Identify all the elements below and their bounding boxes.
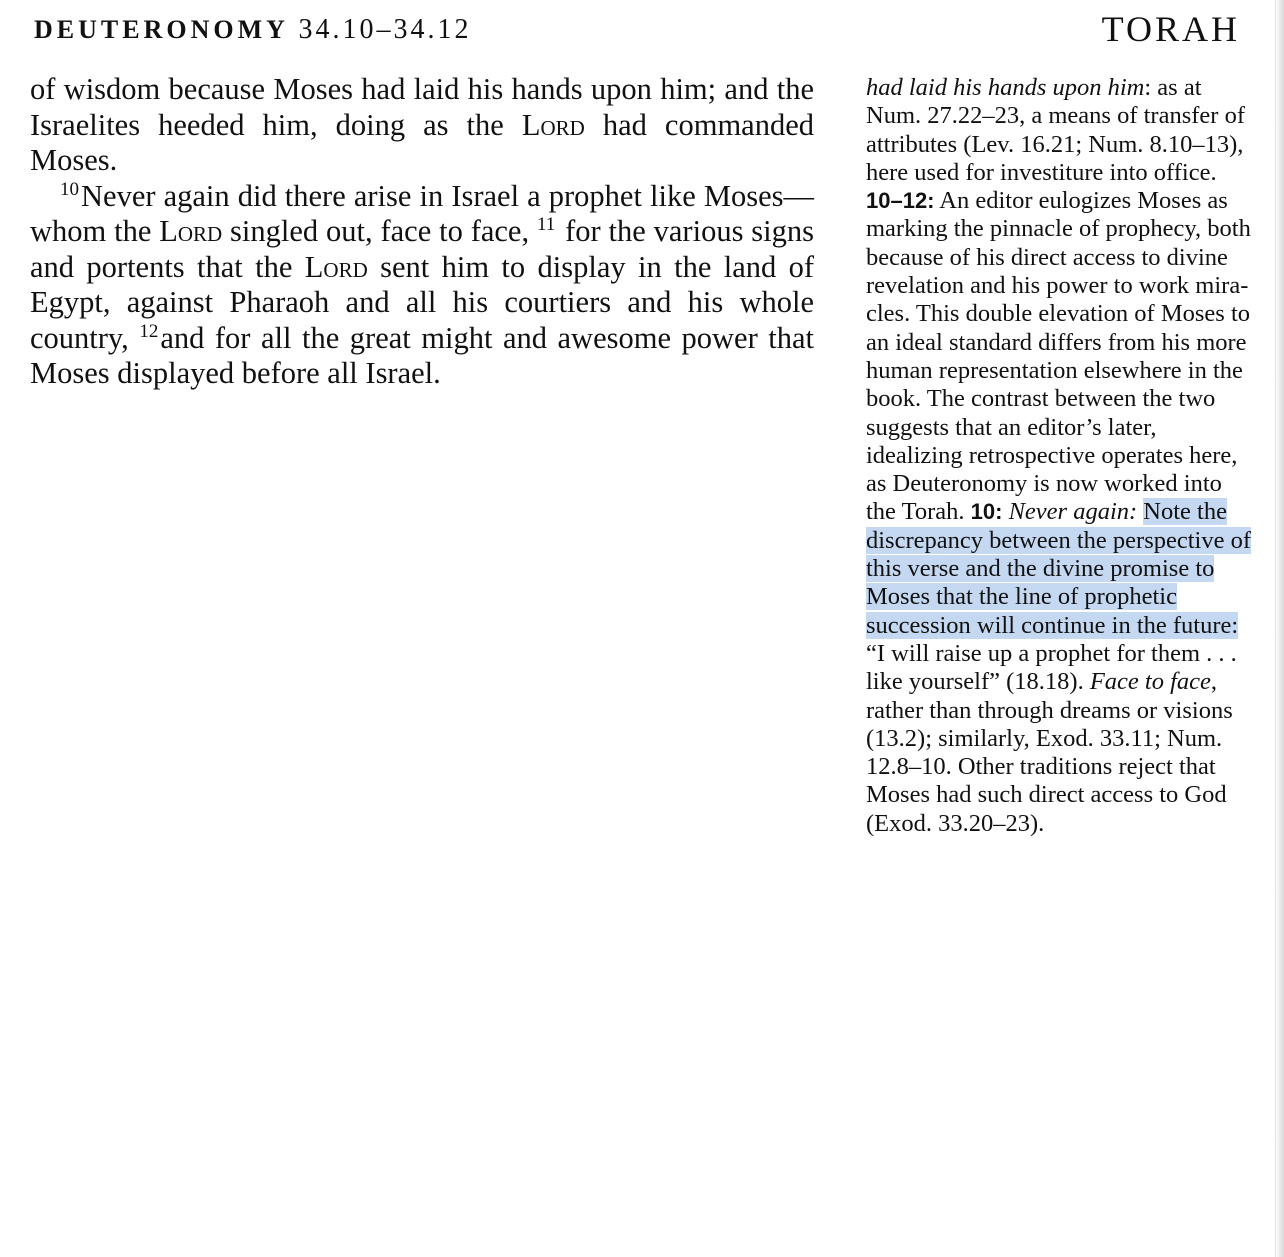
- paragraph-continuation: of wisdom because Moses had laid his hands upon him; and the Israelites heeded him, doing as the Lord had commanded Moses.: [30, 72, 814, 177]
- note-text: , rather than through dreams or visions (13.2); similarly, Exod. 33.11; Num. 12.8–10. Other traditions reject that Moses had such direct access to God (Exod. 33.20–23).: [866, 668, 1233, 837]
- divine-name: Lord: [159, 214, 223, 248]
- paragraph-verses-10-12: [30, 179, 814, 392]
- chapter-verse-reference: 34.10–34.12: [298, 14, 472, 45]
- divine-name: Lord: [304, 249, 368, 284]
- note-lemma: had laid his hands upon him: [866, 74, 1145, 101]
- verse-10-text-b: singled out, face to face,: [222, 214, 537, 248]
- running-head: [34, 14, 471, 46]
- page-edge: [1275, 0, 1284, 1257]
- divine-name: Lord: [521, 107, 585, 142]
- selected-text-highlight[interactable]: Note the discrepancy between the perspective of this verse and the divine promise to Moses that the line of prophetic succession will continue in the future:: [866, 498, 1252, 639]
- verse-12-text: and for all the great might and awesome power that Moses displayed before all Israel.: [30, 320, 815, 390]
- verse-10-text-a: Never again did there arise in Israel a prophet like Moses—whom the: [30, 178, 814, 248]
- note-lemma: Never again:: [1008, 498, 1138, 526]
- section-title: TORAH: [1101, 9, 1240, 49]
- note-verse-ref: 10–12:: [866, 188, 935, 214]
- verse-number-10: 10: [60, 178, 79, 200]
- study-note-paragraph: [866, 74, 1256, 838]
- book-name: DEUTERONOMY: [34, 15, 288, 44]
- verse-11-text-b: sent him to display in the land of Egypt, against Pharaoh and all his courtiers and his whole country,: [30, 249, 815, 355]
- study-notes-column[interactable]: [866, 74, 1256, 838]
- note-text: An editor eulogizes Moses as marking the pinnacle of prophecy, both because of his direct access to divine revelation and his power to work miracles. This double elevation of Moses to an ideal standard differs from his more human representation elsewhere in the book. The contrast between the two suggests that an editor’s later, idealizing retrospective operates here, as Deuteronomy is now worked into the Torah.: [866, 187, 1251, 526]
- verse-number-12: 12: [139, 320, 159, 342]
- note-text: : as at Num. 27.22–23, a means of transfer of attributes (Lev. 16.21; Num. 8.10–13), here used for investiture into office.: [866, 74, 1245, 186]
- note-text: “I will raise up a prophet for them . . . like yourself” (18.18).: [866, 639, 1237, 696]
- verse-number-11: 11: [536, 214, 556, 235]
- scripture-text[interactable]: [30, 72, 814, 392]
- verse-11-text-a: for the various signs and portents that the: [30, 214, 815, 284]
- note-verse-ref: 10:: [970, 499, 1003, 525]
- note-lemma: Face to face: [1089, 668, 1211, 696]
